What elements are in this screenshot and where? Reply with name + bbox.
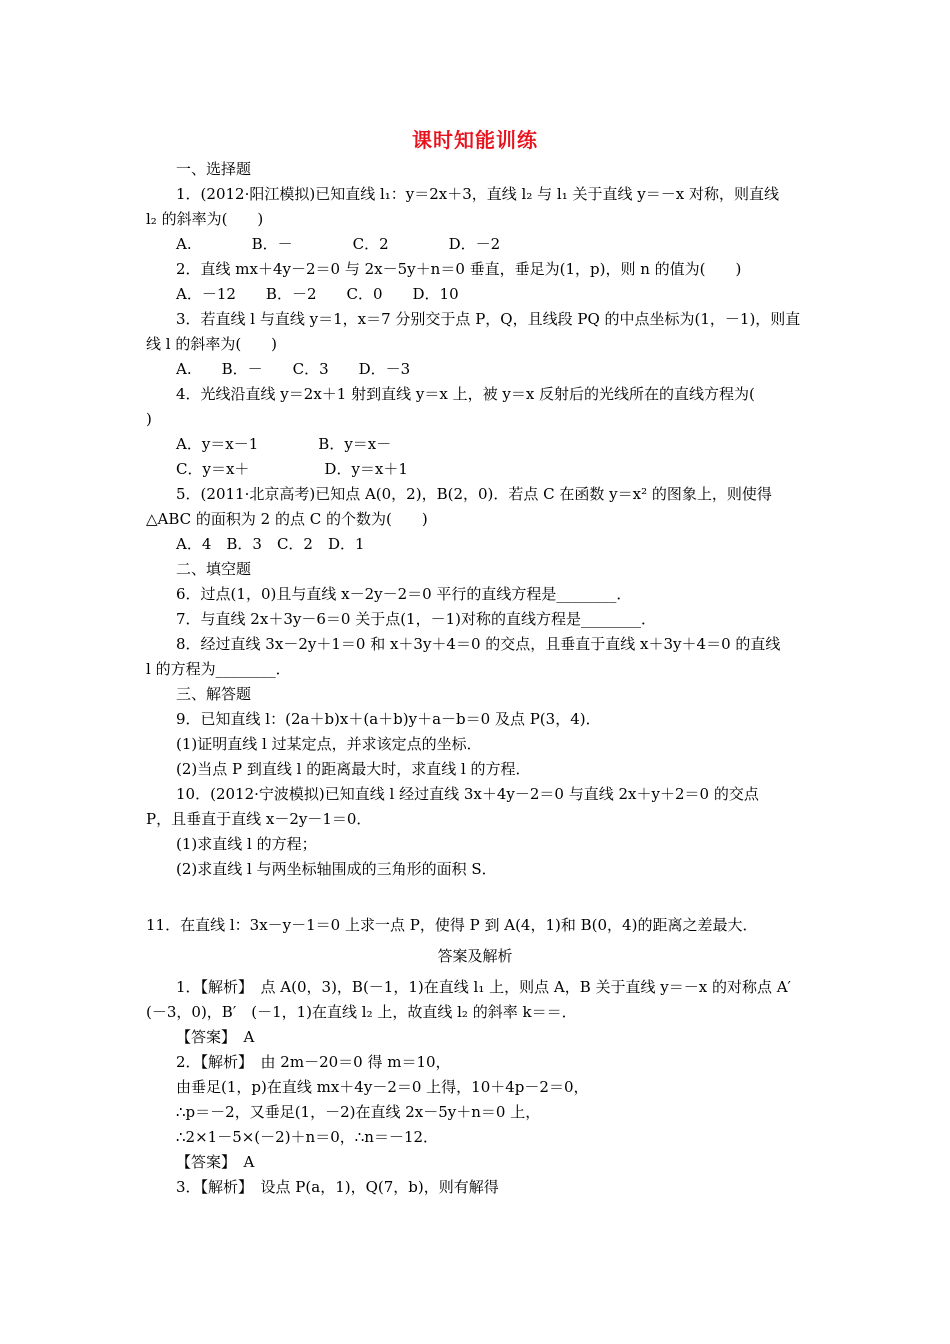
text-line: 11．在直线 l：3x－y－1＝0 上求一点 P，使得 P 到 A(4，1)和 B(0，4)的距离之差最大． — [146, 916, 758, 934]
text-line: ) — [146, 410, 152, 428]
text-line: C．y＝x＋ D．y＝x＋1 — [176, 460, 408, 478]
text-line: 2．直线 mx＋4y－2＝0 与 2x－5y＋n＝0 垂直，垂足为(1，p)，则 n 的值为( ) — [176, 260, 742, 278]
text-line: △ABC 的面积为 2 的点 C 的个数为( ) — [146, 510, 428, 528]
text-line: A．y＝x－1 B．y＝x－ — [176, 435, 392, 453]
text-line: 【答案】 A — [176, 1153, 255, 1171]
text-line: (2)求直线 l 与两坐标轴围成的三角形的面积 S． — [176, 860, 497, 878]
text-line: (1)证明直线 l 过某定点，并求该定点的坐标． — [176, 735, 482, 753]
text-line: 2．【解析】 由 2m－20＝0 得 m＝10， — [176, 1053, 451, 1071]
text-line: A. B．－ C．3 D．－3 — [176, 360, 411, 378]
text-line: 7．与直线 2x＋3y－6＝0 关于点(1，－1)对称的直线方程是________． — [176, 610, 656, 628]
text-line: 5．(2011·北京高考)已知点 A(0，2)，B(2，0)．若点 C 在函数 y＝x² 的图象上，则使得 — [176, 485, 772, 503]
text-line: 8．经过直线 3x－2y＋1＝0 和 x＋3y＋4＝0 的交点，且垂直于直线 x＋3y＋4＝0 的直线 — [176, 635, 781, 653]
text-line: P，且垂直于直线 x－2y－1＝0． — [146, 810, 372, 828]
text-line: 1．【解析】 点 A(0，3)，B(－1，1)在直线 l₁ 上，则点 A，B 关于直线 y＝－x 的对称点 A′ — [176, 978, 791, 996]
text-line: 1．(2012·阳江模拟)已知直线 l₁：y＝2x＋3，直线 l₂ 与 l₁ 关于直线 y＝－x 对称，则直线 — [176, 185, 779, 203]
text-line: 6．过点(1，0)且与直线 x－2y－2＝0 平行的直线方程是________． — [176, 585, 632, 603]
text-line: 答案及解析 — [437, 947, 513, 965]
text-line: 3．若直线 l 与直线 y＝1，x＝7 分别交于点 P，Q，且线段 PQ 的中点坐标为(1，－1)，则直 — [176, 310, 801, 328]
text-line: 二、填空题 — [176, 560, 252, 578]
text-line: 线 l 的斜率为( ) — [146, 335, 278, 353]
text-line: 10．(2012·宁波模拟)已知直线 l 经过直线 3x＋4y－2＝0 与直线 2x＋y＋2＝0 的交点 — [176, 785, 759, 803]
text-line: ∴p＝－2，又垂足(1，－2)在直线 2x－5y＋n＝0 上， — [176, 1103, 541, 1121]
text-line: A．4 B．3 C．2 D．1 — [176, 535, 365, 553]
text-line: (1)求直线 l 的方程； — [176, 835, 317, 853]
text-line: A．－12 B．－2 C．0 D．10 — [176, 285, 459, 303]
text-line: 由垂足(1，p)在直线 mx＋4y－2＝0 上得，10＋4p－2＝0， — [176, 1078, 589, 1096]
text-line: (2)当点 P 到直线 l 的距离最大时，求直线 l 的方程． — [176, 760, 531, 778]
text-line: A. B．－ C．2 D．－2 — [176, 235, 501, 253]
text-line: 【答案】 A — [176, 1028, 255, 1046]
text-line: 3．【解析】 设点 P(a，1)，Q(7，b)，则有解得 — [176, 1178, 499, 1196]
text-line: 三、解答题 — [176, 685, 252, 703]
text-line: l₂ 的斜率为( ) — [146, 210, 264, 228]
text-line: ∴2×1－5×(－2)＋n＝0，∴n＝－12． — [176, 1128, 439, 1146]
text-line: 一、选择题 — [176, 160, 252, 178]
text-line: 4．光线沿直线 y＝2x＋1 射到直线 y＝x 上，被 y＝x 反射后的光线所在的直线方程为( — [176, 385, 755, 403]
text-line: (－3，0)，B′ (－1，1)在直线 l₂ 上，故直线 l₂ 的斜率 k＝＝． — [146, 1003, 577, 1021]
page-title: 课时知能训练 — [412, 128, 538, 152]
text-line: l 的方程为________． — [146, 660, 291, 678]
text-line: 9．已知直线 l：(2a＋b)x＋(a＋b)y＋a－b＝0 及点 P(3，4)． — [176, 710, 601, 728]
